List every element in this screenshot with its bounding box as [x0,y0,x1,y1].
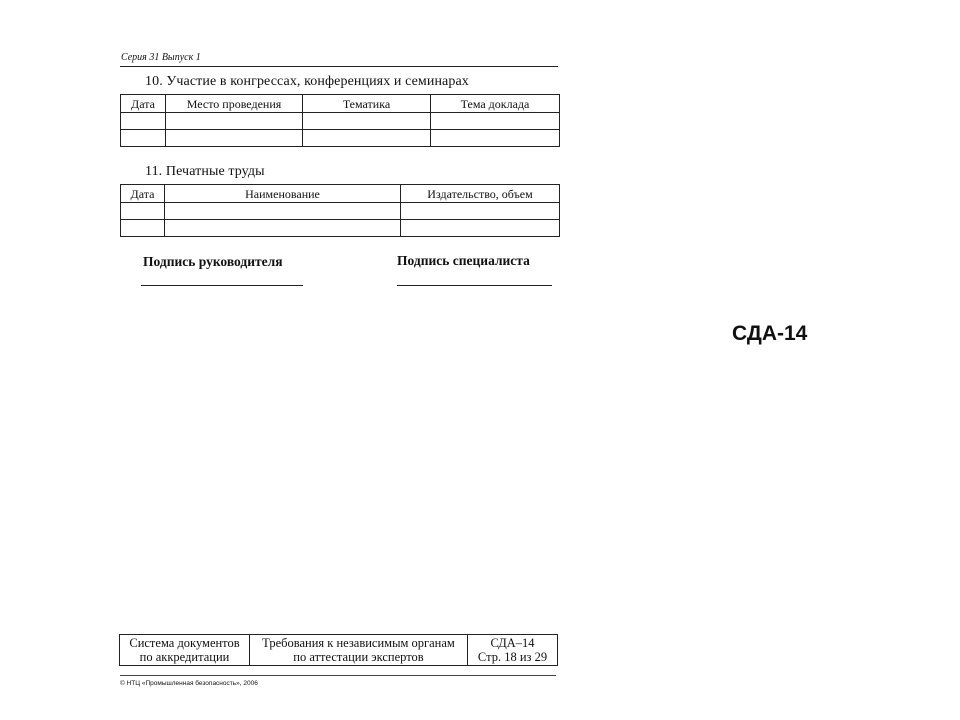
footer-requirements-line2: по аттестации экспертов [293,650,424,664]
footer-system-line1: Система документов [129,636,240,650]
series-header: Серия 31 Выпуск 1 [121,52,201,63]
table-header-row [121,185,560,203]
section-11-title: 11. Печатные труды [145,164,265,179]
header-rule [120,66,558,67]
column-header-date: Дата [121,185,165,203]
document-code: СДА-14 [732,322,808,345]
column-header-topic: Тематика [303,95,431,113]
column-header-report-topic: Тема доклада [431,95,560,113]
table-cell[interactable] [401,220,560,237]
specialist-signature-label: Подпись специалиста [397,253,530,268]
table-cell[interactable] [165,203,401,220]
table-header-row [121,95,560,113]
column-header-date: Дата [121,95,166,113]
table-row [121,220,560,237]
table-cell[interactable] [401,203,560,220]
footer-system-line2: по аккредитации [139,650,230,664]
footer-requirements-cell [250,635,468,666]
table-cell[interactable] [431,130,560,147]
table-cell[interactable] [121,113,166,130]
copyright-text: © НТЦ «Промышленная безопасность», 2006 [120,680,258,687]
congress-table [120,94,560,147]
footer-page-number: Стр. 18 из 29 [477,650,548,664]
manager-signature-label: Подпись руководителя [143,254,283,269]
table-row [121,113,560,130]
footer-requirements-line1: Требования к независимым органам [262,636,455,650]
table-cell[interactable] [166,113,303,130]
footer-doc-code: СДА–14 [490,636,535,650]
footer-row [120,635,558,666]
column-header-publisher: Издательство, объем [401,185,560,203]
table-cell[interactable] [431,113,560,130]
publications-table [120,184,560,237]
table-row [121,130,560,147]
column-header-title: Наименование [165,185,401,203]
table-cell[interactable] [121,130,166,147]
table-cell[interactable] [165,220,401,237]
table-cell[interactable] [303,130,431,147]
copyright-rule [120,675,556,676]
table-row [121,203,560,220]
table-cell[interactable] [121,220,165,237]
table-cell[interactable] [166,130,303,147]
section-10-title: 10. Участие в конгрессах, конференциях и семинарах [145,74,469,89]
table-cell[interactable] [121,203,165,220]
specialist-signature-line[interactable] [397,285,552,286]
manager-signature-line[interactable] [141,285,303,286]
footer-system-cell [120,635,250,666]
footer-page-cell [468,635,558,666]
document-footer [119,634,558,666]
table-cell[interactable] [303,113,431,130]
column-header-venue: Место проведения [166,95,303,113]
